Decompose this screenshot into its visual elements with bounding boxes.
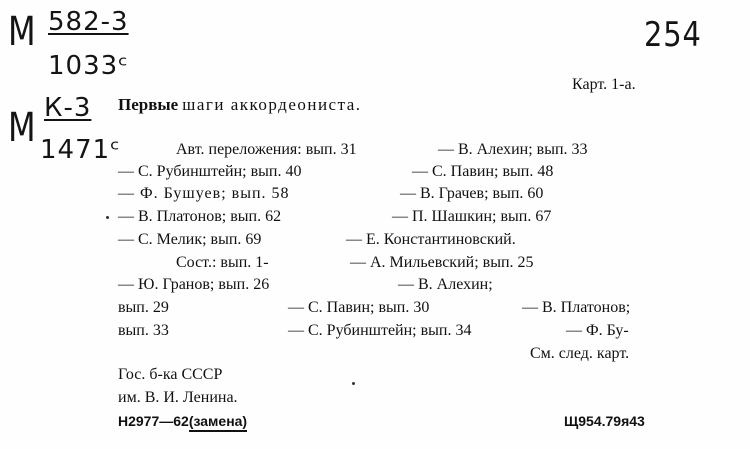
body-line-7b: — В. Алехин; [398, 276, 493, 293]
body-line-9a: вып. 33 [118, 322, 169, 339]
ink-speck [352, 382, 355, 385]
body-line-6a: Сост.: вып. 1- [176, 254, 269, 271]
library-name-line-2: им. В. И. Ленина. [118, 389, 238, 406]
body-line-8a: вып. 29 [118, 299, 169, 316]
order-number: Н2977—62 [118, 413, 189, 429]
handwritten-shelf-letter-1: M [8, 9, 37, 55]
body-line-8b: — С. Павин; вып. 30 [288, 299, 430, 316]
see-next-card: См. след. карт. [530, 345, 630, 362]
body-line-3b: — В. Грачев; вып. 60 [400, 185, 544, 202]
body-line-5a: — С. Мелик; вып. 69 [118, 231, 262, 248]
body-line-9b: — С. Рубинштейн; вып. 34 [288, 322, 472, 339]
body-line-2b: — С. Павин; вып. 48 [412, 163, 554, 180]
body-line-5b: — Е. Константиновский. [346, 231, 516, 248]
body-line-3a: — Ф. Бушуев; вып. 58 [118, 185, 290, 202]
title [118, 96, 362, 115]
card-order-number [118, 412, 247, 430]
body-line-1a: Авт. переложения: вып. 31 [176, 141, 357, 158]
body-line-4a: — В. Платонов; вып. 62 [118, 208, 282, 225]
classification-code: Щ954.79я43 [564, 413, 645, 429]
handwritten-card-number: 254 [644, 15, 702, 55]
handwritten-shelf-letter-2: M [8, 105, 37, 151]
body-line-4b: — П. Шашкин; вып. 67 [392, 208, 552, 225]
handwritten-shelf-number-2: К-3 [44, 93, 92, 123]
body-line-8c: — В. Платонов; [522, 299, 631, 316]
card-number-label: Карт. 1-а. [572, 76, 636, 93]
handwritten-shelf-number-1: 582-3 [48, 7, 129, 37]
body-line-1b: — В. Алехин; вып. 33 [438, 141, 588, 158]
body-line-9c: — Ф. Бу- [566, 322, 629, 339]
handwritten-inventory-number-1: 1033ᶜ [48, 51, 129, 81]
library-name-line-1: Гос. б-ка СССР [118, 366, 223, 383]
body-line-7a: — Ю. Гранов; вып. 26 [118, 276, 270, 293]
title-rest: шаги аккордеониста. [182, 95, 362, 114]
handwritten-inventory-number-2: 1471ᶜ [40, 135, 121, 165]
title-first-word: Первые [118, 95, 179, 114]
ink-speck [106, 216, 109, 219]
replacement-note: (замена) [189, 413, 247, 432]
body-line-6b: — А. Мильевский; вып. 25 [350, 254, 534, 271]
body-line-2a: — С. Рубинштейн; вып. 40 [118, 163, 302, 180]
